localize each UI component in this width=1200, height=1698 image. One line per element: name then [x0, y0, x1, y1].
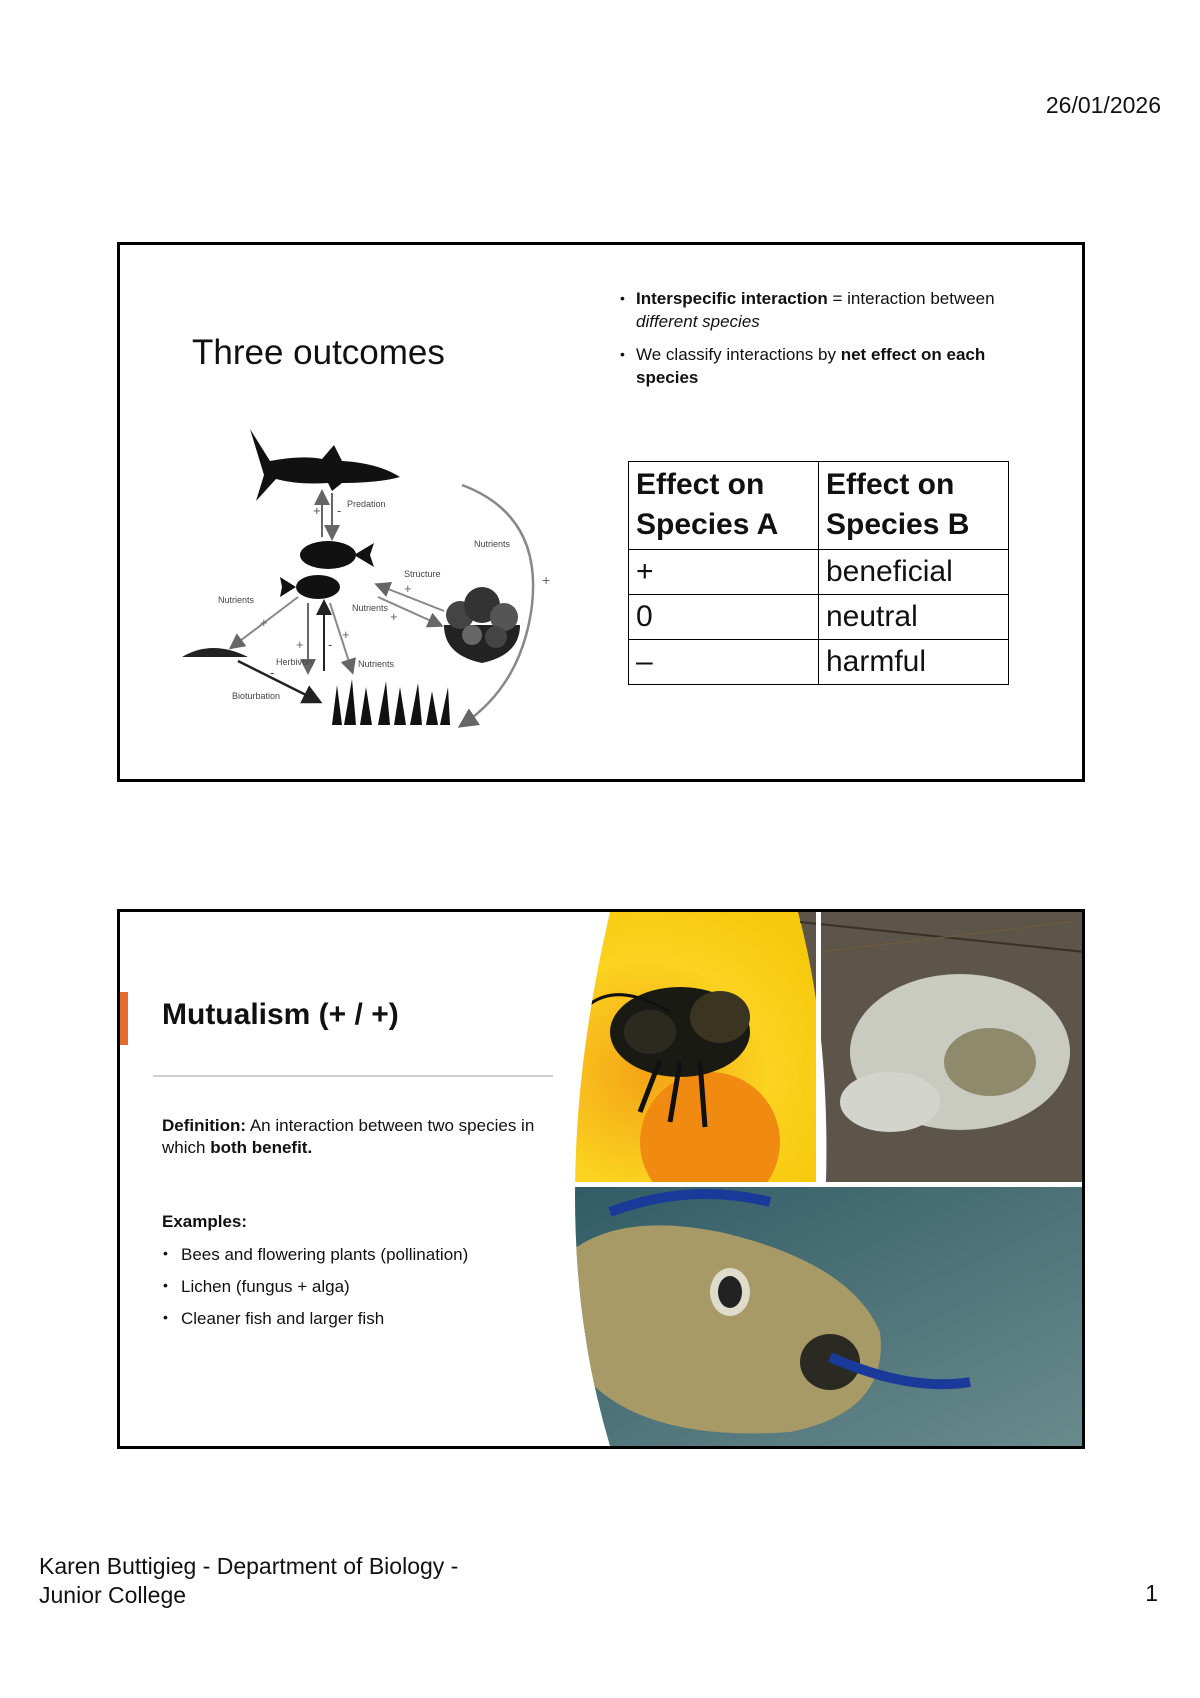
- slide-title: Three outcomes: [192, 333, 445, 372]
- accent-bar: [120, 992, 128, 1045]
- photo-collage: [530, 912, 1085, 1446]
- list-item: • Bees and flowering plants (pollination): [162, 1245, 468, 1277]
- svg-text:+: +: [313, 503, 321, 518]
- bullet-italic-text: different species: [636, 312, 760, 331]
- examples-list: [162, 1245, 468, 1341]
- svg-text:-: -: [328, 637, 333, 652]
- table-header-cell: Effect on Species A: [629, 462, 819, 550]
- table-row: [629, 550, 1009, 595]
- label-bioturbation: Bioturbation: [232, 691, 281, 701]
- bullet-item: [618, 343, 1018, 389]
- table-row: [629, 595, 1009, 640]
- table-cell: –: [629, 640, 819, 685]
- table-cell: harmful: [819, 640, 1009, 685]
- page-number: 1: [1145, 1580, 1158, 1606]
- svg-text:+: +: [542, 572, 551, 588]
- bullet-bold-term: net effect on each species: [636, 345, 986, 387]
- shark-icon: [250, 429, 400, 501]
- svg-text:+: +: [260, 615, 268, 630]
- label-nutrients: Nutrients: [474, 539, 511, 549]
- divider: [153, 1075, 553, 1077]
- label-herbivory: Herbivory: [276, 657, 315, 667]
- label-nutrients: Nutrients: [352, 603, 389, 613]
- bullet-list: [618, 287, 1018, 399]
- ecosystem-interaction-diagram: [182, 425, 602, 735]
- footer-author-line: Junior College: [39, 1582, 187, 1608]
- svg-text:+: +: [390, 609, 398, 624]
- lichen-photo: [798, 912, 1085, 1182]
- label-nutrients: Nutrients: [218, 595, 255, 605]
- label-nutrients: Nutrients: [358, 659, 395, 669]
- footer-author-line: Karen Buttigieg - Department of Biology -: [39, 1553, 459, 1579]
- coral-icon: [444, 587, 520, 663]
- table-cell: +: [629, 550, 819, 595]
- svg-text:+: +: [342, 627, 350, 642]
- list-item: • Lichen (fungus + alga): [162, 1277, 468, 1309]
- bullet-bold-term: Interspecific interaction: [636, 289, 828, 308]
- definition-text: An interaction between two species in which: [162, 1116, 535, 1157]
- bullet-item: [618, 287, 1018, 333]
- slide-title: Mutualism (+ / +): [162, 998, 399, 1031]
- definition-bold-text: both benefit.: [210, 1138, 313, 1157]
- table-header-row: [629, 462, 1009, 550]
- svg-text:-: -: [337, 503, 342, 518]
- list-item: • Cleaner fish and larger fish: [162, 1309, 468, 1341]
- bee-photo: [530, 912, 820, 1212]
- slide-mutualism: [117, 909, 1085, 1449]
- table-cell: beneficial: [819, 550, 1009, 595]
- seagrass-icon: [332, 679, 450, 725]
- fish-icon: [280, 541, 374, 599]
- table-header-cell: Effect on Species B: [819, 462, 1009, 550]
- examples-heading: Examples:: [162, 1212, 248, 1231]
- sediment-icon: [182, 648, 248, 657]
- svg-text:+: +: [296, 637, 304, 652]
- label-structure: Structure: [404, 569, 441, 579]
- slide-three-outcomes: [117, 242, 1085, 782]
- table-cell: neutral: [819, 595, 1009, 640]
- table-row: [629, 640, 1009, 685]
- bullet-text: We classify interactions by: [636, 345, 841, 364]
- page-date: 26/01/2026: [1045, 92, 1161, 118]
- definition-label: Definition:: [162, 1116, 247, 1135]
- definition: [162, 1115, 542, 1159]
- table-cell: 0: [629, 595, 819, 640]
- label-predation: Predation: [347, 499, 386, 509]
- cleaner-fish-photo: [530, 1187, 1085, 1446]
- footer-author: [39, 1552, 458, 1610]
- effects-table: [628, 461, 1009, 685]
- svg-text:-: -: [270, 665, 275, 680]
- svg-text:+: +: [404, 581, 412, 596]
- bullet-text: = interaction between: [827, 289, 995, 308]
